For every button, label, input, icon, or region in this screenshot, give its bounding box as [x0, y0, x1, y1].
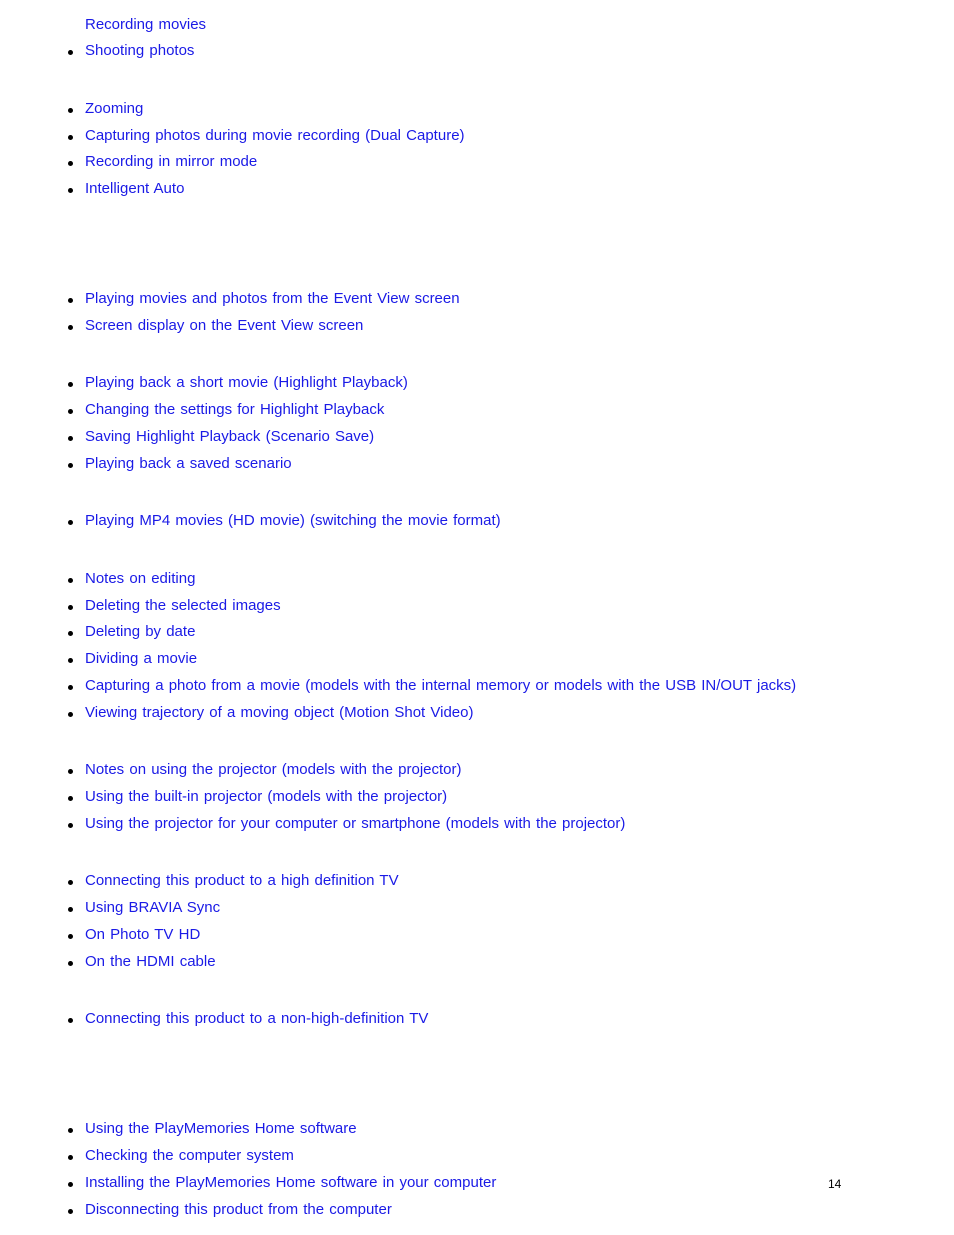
link-zooming[interactable]: Zooming [85, 100, 144, 117]
bullet-icon [68, 108, 73, 113]
bullet-icon [68, 769, 73, 774]
bullet-icon [68, 1155, 73, 1160]
link-playmemories-home[interactable]: Using the PlayMemories Home software [85, 1120, 357, 1137]
link-event-view-display[interactable]: Screen display on the Event View screen [85, 317, 364, 334]
link-disconnecting[interactable]: Disconnecting this product from the computer [85, 1201, 392, 1218]
link-hd-tv[interactable]: Connecting this product to a high definition TV [85, 872, 399, 889]
link-dividing-movie[interactable]: Dividing a movie [85, 650, 198, 667]
link-projector-notes[interactable]: Notes on using the projector (models with the projector) [85, 761, 462, 778]
link-saved-scenario[interactable]: Playing back a saved scenario [85, 455, 292, 472]
bullet-icon [68, 1018, 73, 1023]
page-number: 14 [828, 1177, 842, 1191]
link-dual-capture[interactable]: Capturing photos during movie recording (Dual Capture) [85, 127, 465, 144]
bullet-icon [68, 188, 73, 193]
bullet-icon [68, 50, 73, 55]
bullet-icon [68, 685, 73, 690]
link-scenario-save[interactable]: Saving Highlight Playback (Scenario Save) [85, 428, 375, 445]
link-bravia-sync[interactable]: Using BRAVIA Sync [85, 899, 221, 916]
bullet-icon [68, 1182, 73, 1187]
bullet-icon [68, 382, 73, 387]
link-shooting-photos[interactable]: Shooting photos [85, 42, 195, 59]
link-mp4-movies[interactable]: Playing MP4 movies (HD movie) (switching the movie format) [85, 512, 501, 529]
bullet-icon [68, 1209, 73, 1214]
link-non-hd-tv[interactable]: Connecting this product to a non-high-definition TV [85, 1010, 429, 1027]
bullet-icon [68, 796, 73, 801]
link-projector-computer[interactable]: Using the projector for your computer or smartphone (models with the projector) [85, 815, 626, 832]
link-photo-tv-hd[interactable]: On Photo TV HD [85, 926, 201, 943]
link-intelligent-auto[interactable]: Intelligent Auto [85, 180, 185, 197]
bullet-icon [68, 325, 73, 330]
link-deleting-date[interactable]: Deleting by date [85, 623, 196, 640]
bullet-icon [68, 605, 73, 610]
link-computer-system[interactable]: Checking the computer system [85, 1147, 294, 1164]
bullet-icon [68, 934, 73, 939]
bullet-icon [68, 712, 73, 717]
bullet-icon [68, 520, 73, 525]
bullet-icon [68, 823, 73, 828]
link-recording-movies[interactable]: Recording movies [85, 16, 207, 33]
link-builtin-projector[interactable]: Using the built-in projector (models with the projector) [85, 788, 448, 805]
bullet-icon [68, 409, 73, 414]
link-motion-shot[interactable]: Viewing trajectory of a moving object (Motion Shot Video) [85, 704, 474, 721]
bullet-icon [68, 161, 73, 166]
link-notes-editing[interactable]: Notes on editing [85, 570, 196, 587]
link-capturing-photo[interactable]: Capturing a photo from a movie (models with the internal memory or models with the USB IN/OUT jacks) [85, 677, 797, 694]
bullet-icon [68, 578, 73, 583]
link-highlight-playback[interactable]: Playing back a short movie (Highlight Playback) [85, 374, 408, 391]
bullet-icon [68, 463, 73, 468]
bullet-icon [68, 298, 73, 303]
bullet-icon [68, 961, 73, 966]
bullet-icon [68, 880, 73, 885]
bullet-icon [68, 436, 73, 441]
link-deleting-selected[interactable]: Deleting the selected images [85, 597, 281, 614]
bullet-icon [68, 907, 73, 912]
link-event-view-playing[interactable]: Playing movies and photos from the Event View screen [85, 290, 460, 307]
bullet-icon [68, 658, 73, 663]
bullet-icon [68, 631, 73, 636]
link-hdmi-cable[interactable]: On the HDMI cable [85, 953, 216, 970]
bullet-icon [68, 135, 73, 140]
link-mirror-mode[interactable]: Recording in mirror mode [85, 153, 258, 170]
bullet-icon [68, 1128, 73, 1133]
link-highlight-settings[interactable]: Changing the settings for Highlight Playback [85, 401, 385, 418]
link-installing-software[interactable]: Installing the PlayMemories Home software in your computer [85, 1174, 497, 1191]
